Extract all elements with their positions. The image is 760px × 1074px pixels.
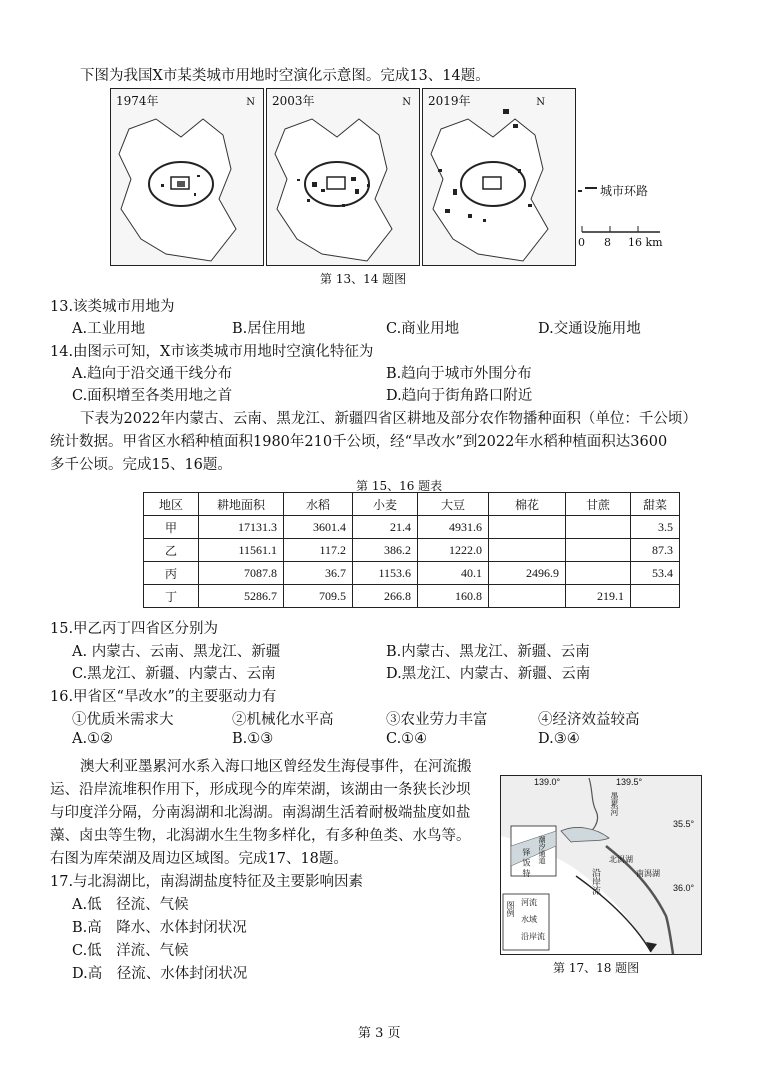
table-cell: 3.5 bbox=[631, 516, 680, 539]
intro-17-18-line3: 与印度洋分隔，分南潟湖和北潟湖。南潟湖生活着耐极端盐度如盐 bbox=[50, 805, 471, 821]
scale-tick-8: 8 bbox=[604, 236, 611, 249]
legend-ring-label: 城市环路 bbox=[600, 184, 649, 198]
figure-caption-13-14: 第 13、14 题图 bbox=[320, 272, 407, 286]
coorong-map bbox=[500, 775, 702, 955]
lat-label-36-0: 36.0° bbox=[673, 883, 695, 893]
table-cell: 4931.6 bbox=[418, 516, 489, 539]
table-cell: 160.8 bbox=[418, 585, 489, 608]
q15-option-d: D.黑龙江、内蒙古、新疆、云南 bbox=[386, 666, 591, 682]
q16-item-4: ④经济效益较高 bbox=[538, 712, 640, 728]
q15-stem: 15.甲乙丙丁四省区分别为 bbox=[50, 621, 219, 637]
q14-option-c: C.面积增至各类用地之首 bbox=[72, 388, 233, 404]
q13-stem: 13.该类城市用地为 bbox=[50, 299, 175, 315]
q14-option-b: B.趋向于城市外围分布 bbox=[386, 366, 532, 382]
table-cell: 87.3 bbox=[631, 539, 680, 562]
table-row bbox=[144, 562, 680, 585]
lat-label-35-5: 35.5° bbox=[673, 819, 695, 829]
table-cell: 甲 bbox=[144, 516, 199, 539]
table-header: 地区 bbox=[144, 493, 199, 516]
q17-option-c: C.低 洋流、气候 bbox=[72, 943, 189, 959]
current-label: 沿岸流 bbox=[590, 868, 600, 895]
q16-option-c: C.①④ bbox=[386, 731, 428, 747]
q17-option-d: D.高 径流、水体封闭状况 bbox=[72, 966, 248, 982]
q13-option-a: A.工业用地 bbox=[72, 321, 146, 337]
table-cell: 219.1 bbox=[566, 585, 631, 608]
scale-bar bbox=[580, 222, 662, 234]
q15-option-c: C.黑龙江、新疆、内蒙古、云南 bbox=[72, 666, 276, 682]
table-cell: 11561.1 bbox=[199, 539, 284, 562]
q13-option-c: C.商业用地 bbox=[386, 321, 460, 337]
table-cell: 21.4 bbox=[353, 516, 418, 539]
south-lake-label: 南潟湖 bbox=[636, 869, 660, 878]
table-header: 小麦 bbox=[353, 493, 418, 516]
table-cell: 丁 bbox=[144, 585, 199, 608]
table-cell: 乙 bbox=[144, 539, 199, 562]
legend-item-river: 河流 bbox=[521, 898, 537, 907]
inset-land-label: 铎 饭 特 bbox=[522, 848, 531, 878]
river-label: 墨累河 bbox=[610, 792, 619, 816]
q16-item-2: ②机械化水平高 bbox=[232, 712, 334, 728]
city-map-2019-graphic bbox=[423, 89, 575, 265]
table-cell: 7087.8 bbox=[199, 562, 284, 585]
table-cell: 3601.4 bbox=[284, 516, 353, 539]
table-cell bbox=[566, 562, 631, 585]
q14-option-d: D.趋向于街角路口附近 bbox=[386, 388, 533, 404]
table-cell bbox=[631, 585, 680, 608]
map-2003 bbox=[266, 88, 420, 266]
table-row bbox=[144, 516, 680, 539]
intro-17-18-line5: 右图为库荣湖及周边区域图。完成17、18题。 bbox=[50, 851, 348, 867]
intro-17-18-line2: 运、沿岸流堆积作用下，形成现今的库荣湖，该湖由一条狭长沙坝 bbox=[50, 782, 471, 798]
table-header: 水稻 bbox=[284, 493, 353, 516]
table-cell: 1222.0 bbox=[418, 539, 489, 562]
intro-17-18-line1: 澳大利亚墨累河水系入海口地区曾经发生海侵事件，在河流搬 bbox=[80, 759, 472, 775]
q16-item-1: ①优质米需求大 bbox=[72, 712, 174, 728]
table-header-row bbox=[144, 493, 680, 516]
table-cell: 40.1 bbox=[418, 562, 489, 585]
map-2019 bbox=[422, 88, 576, 266]
q13-option-d: D.交通设施用地 bbox=[538, 321, 641, 337]
table-header: 耕地面积 bbox=[199, 493, 284, 516]
q13-option-b: B.居住用地 bbox=[232, 321, 306, 337]
map-year-label: 1974年 bbox=[116, 94, 159, 108]
inset-channel-label: 潮汐通道 bbox=[538, 836, 546, 864]
legend-ring-line bbox=[585, 187, 597, 189]
map-year-label: 2019年 bbox=[428, 94, 471, 108]
table-row bbox=[144, 539, 680, 562]
intro-13-14: 下图为我国X市某类城市用地时空演化示意图。完成13、14题。 bbox=[80, 68, 490, 84]
legend-title: 图例 bbox=[506, 901, 515, 917]
q16-stem: 16.甲省区“旱改水”的主要驱动力有 bbox=[50, 689, 277, 705]
table-caption: 第 15、16 题表 bbox=[356, 479, 443, 493]
north-arrow-icon: N bbox=[246, 97, 255, 108]
table-cell: 117.2 bbox=[284, 539, 353, 562]
q16-item-3: ③农业劳力丰富 bbox=[386, 712, 488, 728]
table-cell bbox=[489, 516, 566, 539]
q14-option-a: A.趋向于沿交通干线分布 bbox=[72, 366, 233, 382]
scale-tick-0: 0 bbox=[578, 236, 585, 249]
table-cell: 5286.7 bbox=[199, 585, 284, 608]
intro-17-18-line4: 藻、卤虫等生物，北潟湖水生生物多样化，有多种鱼类、水鸟等。 bbox=[50, 828, 471, 844]
table-cell: 266.8 bbox=[353, 585, 418, 608]
q16-option-b: B.①③ bbox=[232, 731, 274, 747]
table-cell: 丙 bbox=[144, 562, 199, 585]
q17-stem: 17.与北潟湖比，南潟湖盐度特征及主要影响因素 bbox=[50, 874, 364, 890]
map-year-label: 2003年 bbox=[272, 94, 315, 108]
north-lake-label: 北潟湖 bbox=[609, 855, 633, 864]
table-cell: 386.2 bbox=[353, 539, 418, 562]
lon-label-139-0: 139.0° bbox=[534, 777, 561, 787]
table-cell bbox=[566, 516, 631, 539]
scale-tick-16: 16 km bbox=[628, 236, 663, 249]
table-cell: 1153.6 bbox=[353, 562, 418, 585]
table-header: 棉花 bbox=[489, 493, 566, 516]
q16-option-a: A.①② bbox=[72, 731, 114, 747]
map-1974 bbox=[110, 88, 264, 266]
city-map-2003-graphic bbox=[267, 89, 419, 265]
table-cell: 36.7 bbox=[284, 562, 353, 585]
table-header: 甘蔗 bbox=[566, 493, 631, 516]
table-cell: 2496.9 bbox=[489, 562, 566, 585]
q17-option-b: B.高 降水、水体封闭状况 bbox=[72, 920, 247, 936]
intro-15-16-line3: 多千公顷。完成15、16题。 bbox=[50, 457, 232, 473]
table-cell: 709.5 bbox=[284, 585, 353, 608]
page-number: 第 3 页 bbox=[358, 1026, 401, 1041]
table-cell: 53.4 bbox=[631, 562, 680, 585]
city-map-1974-graphic bbox=[111, 89, 263, 265]
lon-label-139-5: 139.5° bbox=[616, 777, 643, 787]
table-row bbox=[144, 585, 680, 608]
legend-item-current: 沿岸流 bbox=[521, 932, 545, 941]
intro-15-16-line2: 统计数据。甲省区水稻种植面积1980年210千公顷，经“旱改水”到2022年水稻种植面积达3600 bbox=[50, 434, 668, 450]
legend-ring-swatch bbox=[578, 190, 582, 192]
table-header: 大豆 bbox=[418, 493, 489, 516]
north-arrow-icon: N bbox=[536, 97, 545, 108]
figure-caption-17-18: 第 17、18 题图 bbox=[553, 961, 640, 975]
table-cell bbox=[489, 585, 566, 608]
q14-stem: 14.由图示可知，X市该类城市用地时空演化特征为 bbox=[50, 344, 374, 360]
intro-15-16-line1: 下表为2022年内蒙古、云南、黑龙江、新疆四省区耕地及部分农作物播种面积（单位：千公顷） bbox=[80, 411, 697, 427]
q15-option-a: A. 内蒙古、云南、黑龙江、新疆 bbox=[72, 644, 281, 660]
north-arrow-icon: N bbox=[402, 97, 411, 108]
q17-option-a: A.低 径流、气候 bbox=[72, 897, 189, 913]
legend-item-water: 水域 bbox=[521, 915, 537, 924]
table-cell bbox=[489, 539, 566, 562]
crop-area-table bbox=[143, 492, 680, 608]
table-header: 甜菜 bbox=[631, 493, 680, 516]
q16-option-d: D.③④ bbox=[538, 731, 580, 747]
q15-option-b: B.内蒙古、黑龙江、新疆、云南 bbox=[386, 644, 590, 660]
table-cell: 17131.3 bbox=[199, 516, 284, 539]
table-cell bbox=[566, 539, 631, 562]
